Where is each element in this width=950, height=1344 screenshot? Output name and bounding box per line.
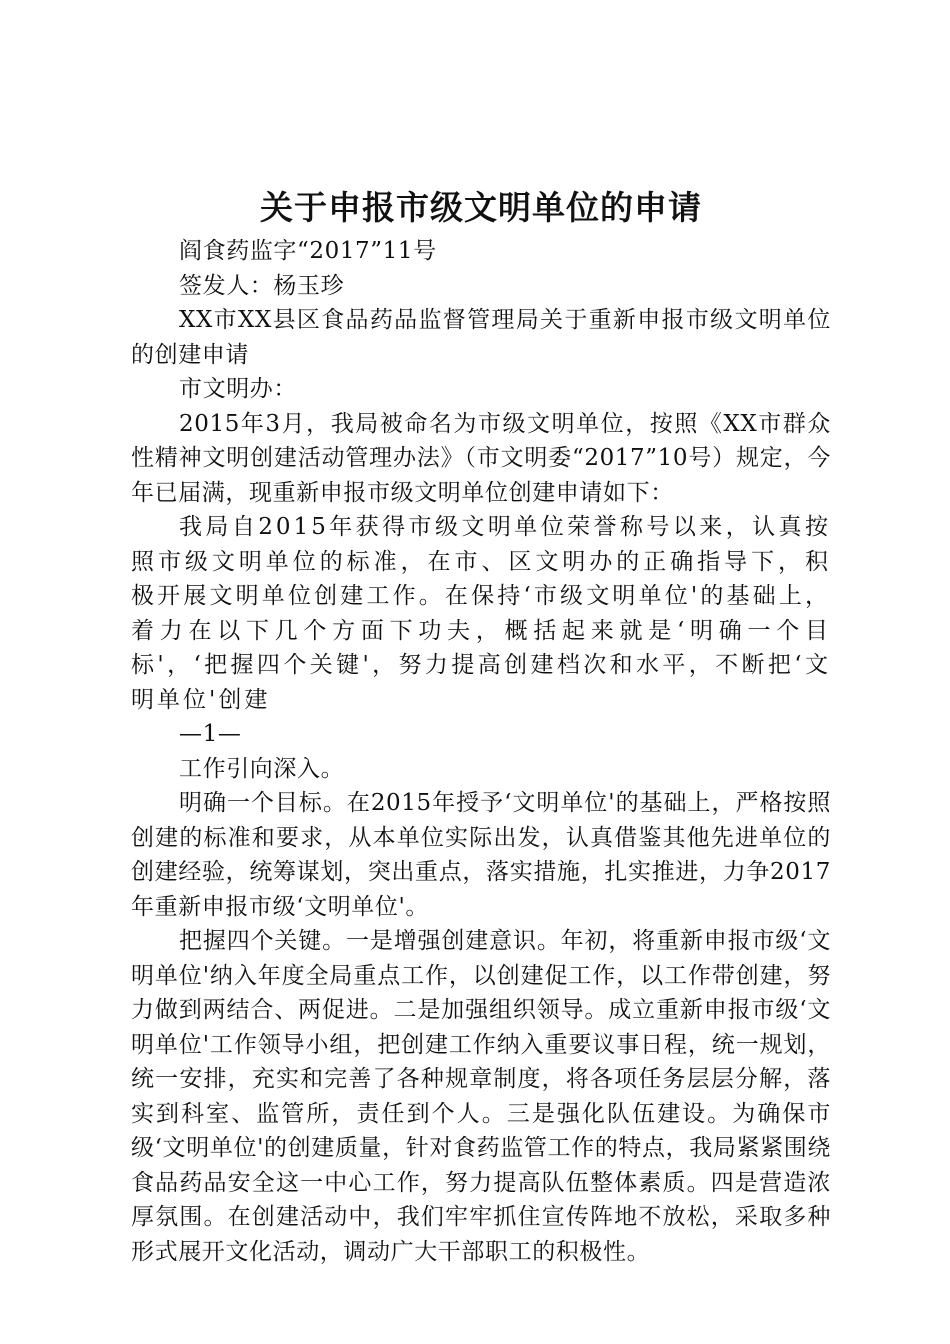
page-number: —1— [179,721,242,747]
body-paragraph-continuation: 工作引向深入。 [179,755,345,782]
body-paragraph-keys: 把握四个关键。一是增强创建意识。年初，将重新申报市级‘文明单位'纳入年度全局重点工作，以创建促工作，以工作带创建，努力做到两结合、两促进。二是加强组织领导。成立重新申报市级‘文明单位'工作领导小组，把创建工作纳入重要议事日程，统一规划，统一安排，充实和完善了各种规章制度，将各项任务层层分解，落实到科室、监管所，责任到个人。三是强化队伍建设。为确保市级‘文明单位'的创建质量，针对食药监管工作的特点，我局紧紧围绕食品药品安全这一中心工作，努力提高队伍整体素质。四是营造浓厚氛围。在创建活动中，我们牢牢抓住宣传阵地不放松，采取多种形式展开文化活动，调动广大干部职工的积极性。 [131,928,831,1265]
document-title: 关于申报市级文明单位的申请 [260,188,702,227]
body-paragraph-intro: 2015年3月，我局被命名为市级文明单位，按照《XX市群众性精神文明创建活动管理办法》（市文明委“2017”10号）规定，今年已届满，现重新申报市级文明单位创建申请如下： [131,410,831,506]
body-paragraph-overview: 我局自2015年获得市级文明单位荣誉称号以来，认真按照市级文明单位的标准，在市、区文明办的正确指导下，积极开展文明单位创建工作。在保持‘市级文明单位'的基础上，着力在以下几个方面下功夫，概括起来就是‘明确一个目标'，‘把握四个关键'，努力提高创建档次和水平，不断把‘文明单位'创建 [131,514,831,713]
document-page [131,186,831,1269]
signer-line: 签发人：杨玉珍 [179,272,345,299]
application-heading: XX市XX县区食品药品监督管理局关于重新申报市级文明单位的创建申请 [131,307,831,368]
body-paragraph-goal: 明确一个目标。在2015年授予‘文明单位'的基础上，严格按照创建的标准和要求，从本单位实际出发，认真借鉴其他先进单位的创建经验，统筹谋划，突出重点，落实措施，扎实推进，力争2017年重新申报市级‘文明单位'。 [131,790,831,920]
recipient-line: 市文明办： [179,376,297,402]
document-number: 阎食药监字“2017”11号 [179,238,437,264]
